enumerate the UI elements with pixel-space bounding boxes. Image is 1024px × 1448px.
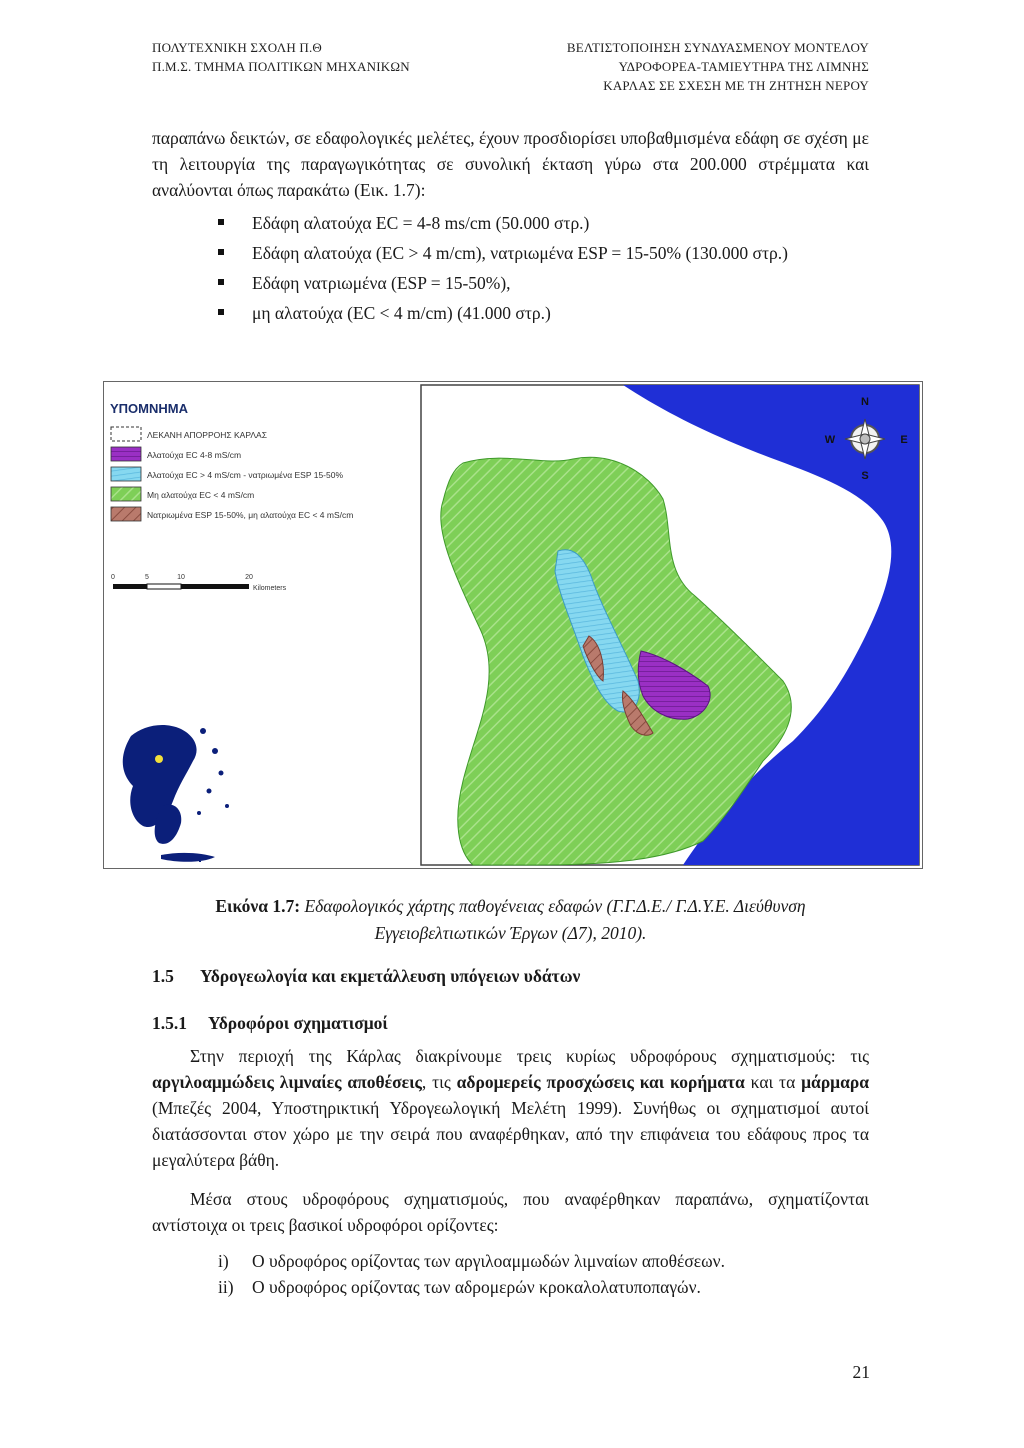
- text-run: (Μπεζές 2004, Υποστηρικτική Υδρογεωλογική Μελέτη 1999). Συνήθως οι σχηματισμοί αυτοί διατάσσονται στον χώρο με την σειρά που αναφέρθηκαν, από την επιφάνεια του εδάφους προς τα μεγαλύτερα βάθη.: [152, 1098, 869, 1170]
- legend-label-basin: ΛΕΚΑΝΗ ΑΠΟΡΡΟΗΣ ΚΑΡΛΑΣ: [147, 430, 267, 440]
- scale-label-0: 0: [111, 574, 115, 581]
- bold-term: αδρομερείς προσχώσεις και κορήματα: [456, 1072, 745, 1092]
- list-item: μη αλατούχα (EC < 4 m/cm) (41.000 στρ.): [218, 300, 870, 326]
- legend-title: ΥΠΟΜΝΗΜΑ: [110, 401, 188, 416]
- list-item: [218, 1274, 870, 1300]
- subsection-title: Υδροφόροι σχηματισμοί: [208, 1013, 388, 1033]
- header-school: ΠΟΛΥΤΕΧΝΙΚΗ ΣΧΟΛΗ Π.Θ: [152, 40, 323, 55]
- legend-swatch-basin: [111, 427, 141, 441]
- legend-label-saline-sodic: Αλατούχα EC > 4 mS/cm - νατριωμένα ESP 15-50%: [147, 470, 344, 480]
- compass-south-label: S: [861, 470, 869, 482]
- scale-label-5: 5: [145, 574, 149, 581]
- bold-term: μάρμαρα: [801, 1072, 869, 1092]
- aquifer-paragraph: [152, 1043, 869, 1173]
- list-item-text: Ο υδροφόρος ορίζοντας των αδρομερών κροκαλολατυποπαγών.: [252, 1277, 701, 1297]
- header-title-line1: ΒΕΛΤΙΣΤΟΠΟΙΗΣΗ ΣΥΝΔΥΑΣΜΕΝΟΥ ΜΟΝΤΕΛΟΥ: [566, 40, 869, 55]
- header-title-line2: ΥΔΡΟΦΟΡΕΑ-ΤΑΜΙΕΥΤΗΡΑ ΤΗΣ ΛΙΜΝΗΣ: [618, 59, 869, 74]
- list-item: Εδάφη αλατούχα (EC > 4 m/cm), νατριωμένα ESP = 15-50% (130.000 στρ.): [218, 240, 870, 266]
- header-right: [567, 38, 869, 95]
- list-item-number: ii): [218, 1277, 234, 1297]
- soil-type-list: [218, 210, 870, 326]
- legend-label-saline: Αλατούχα EC 4-8 mS/cm: [147, 450, 242, 460]
- bold-term: αργιλοαμμώδεις λιμναίες αποθέσεις: [152, 1072, 422, 1092]
- horizons-paragraph: Μέσα στους υδροφόρους σχηματισμούς, που αναφέρθηκαν παραπάνω, σχηματίζονται αντίστοιχα οι τρεις βασικοί υδροφόροι ορίζοντες:: [152, 1189, 869, 1235]
- list-item: [218, 1248, 870, 1274]
- scale-label-10: 10: [177, 574, 185, 581]
- subsection-number: 1.5.1: [152, 1013, 187, 1033]
- header-title-line3: ΚΑΡΛΑΣ ΣΕ ΣΧΕΣΗ ΜΕ ΤΗ ΖΗΤΗΣΗ ΝΕΡΟΥ: [603, 78, 869, 93]
- scale-unit: Kilometers: [253, 585, 287, 592]
- caption-label: Εικόνα 1.7:: [215, 896, 301, 916]
- page-number: 21: [852, 1362, 870, 1382]
- header-left: [152, 38, 410, 76]
- soil-map-figure: [103, 381, 923, 869]
- scale-label-20: 20: [245, 574, 253, 581]
- list-item-number: i): [218, 1251, 229, 1271]
- text-run: , τις: [421, 1072, 457, 1092]
- aquifer-horizon-list: [218, 1248, 870, 1300]
- figure-caption: [152, 893, 869, 947]
- header-department: Π.Μ.Σ. ΤΜΗΜΑ ΠΟΛΙΤΙΚΩΝ ΜΗΧΑΝΙΚΩΝ: [152, 59, 410, 74]
- text-run: και τα: [744, 1072, 802, 1092]
- caption-text: Εδαφολογικός χάρτης παθογένειας εδαφών (Γ.Γ.Δ.Ε./ Γ.Δ.Υ.Ε. Διεύθυνση Εγγειοβελτιωτικών Έργων (Δ7), 2010).: [304, 896, 806, 943]
- legend-swatch-saline-sodic: [111, 467, 141, 481]
- running-header: [152, 38, 869, 98]
- legend-swatch-sodic: [111, 507, 141, 521]
- soil-map: [103, 381, 923, 869]
- karla-location-marker: [155, 755, 163, 763]
- legend-swatch-saline: [111, 447, 141, 461]
- compass-north-label: N: [861, 396, 869, 408]
- legend-swatch-non-saline: [111, 487, 141, 501]
- text-run: Στην περιοχή της Κάρλας διακρίνουμε τρεις κυρίως υδροφόρους σχηματισμούς: τις: [190, 1046, 869, 1066]
- list-item: Εδάφη αλατούχα EC = 4-8 ms/cm (50.000 στρ.): [218, 210, 870, 236]
- intro-paragraph: παραπάνω δεικτών, σε εδαφολογικές μελέτες, έχουν προσδιορίσει υποβαθμισμένα εδάφη σε σχέση με τη λειτουργία της παραγωγικότητας σε συνολική έκταση γύρω στα 200.000 στρέμματα και αναλύονται όπως παρακάτω (Εικ. 1.7):: [152, 128, 869, 200]
- legend-label-non-saline: Μη αλατούχα EC < 4 mS/cm: [147, 490, 255, 500]
- compass-west-label: W: [824, 434, 836, 446]
- legend-label-sodic: Νατριωμένα ESP 15-50%, μη αλατούχα EC < 4 mS/cm: [147, 510, 354, 520]
- section-title: Υδρογεωλογία και εκμετάλλευση υπόγειων υδάτων: [200, 966, 581, 986]
- list-item: Εδάφη νατριωμένα (ESP = 15-50%),: [218, 270, 870, 296]
- section-heading: [152, 966, 580, 987]
- list-item-text: Ο υδροφόρος ορίζοντας των αργιλοαμμωδών λιμναίων αποθέσεων.: [252, 1251, 725, 1271]
- subsection-heading: [152, 1013, 388, 1034]
- section-number: 1.5: [152, 966, 174, 986]
- compass-east-label: E: [900, 434, 908, 446]
